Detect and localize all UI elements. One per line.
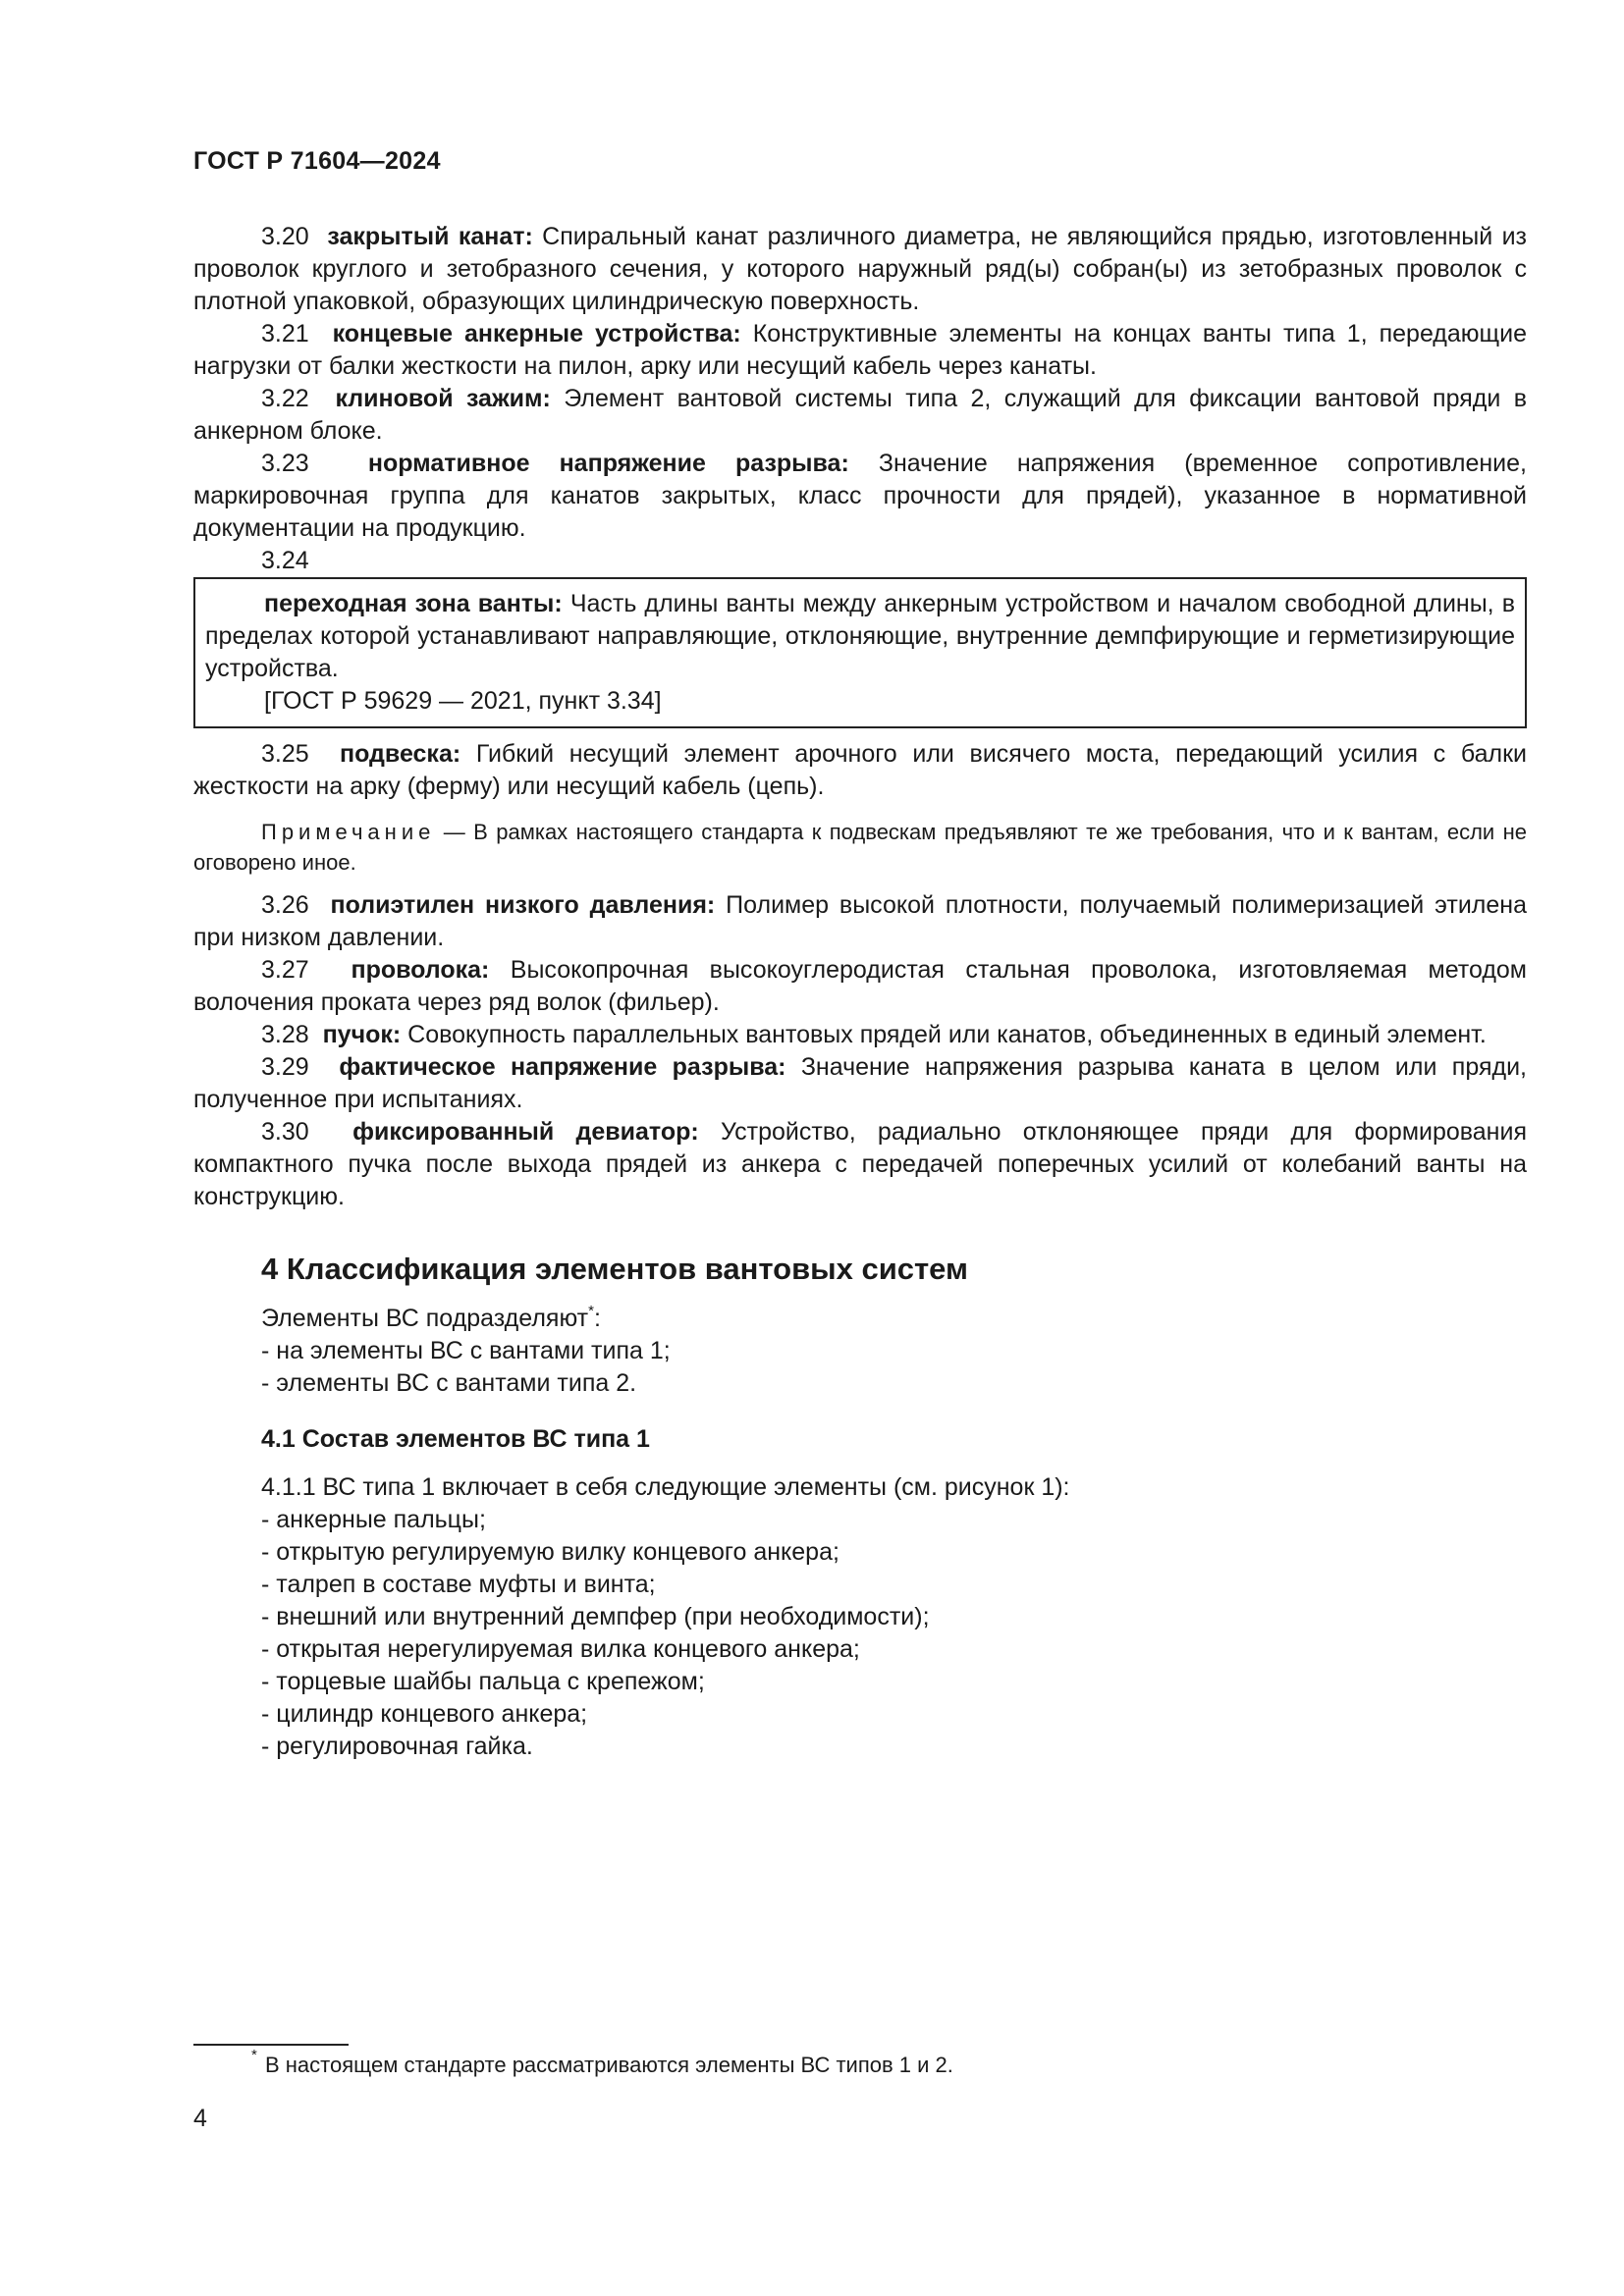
footnote-divider — [193, 2044, 349, 2046]
term-3-29: 3.29 фактическое напряжение разрыва: Значение напряжения разрыва каната в целом или пряди, полученное при испытаниях. — [193, 1053, 1527, 1113]
term-3-23: 3.23 нормативное напряжение разрыва: Значение напряжения (временное сопротивление, маркировочная группа для канатов закрытых, класс прочности для прядей), указанное в нормативной документации на продукцию. — [193, 450, 1527, 542]
page-number: 4 — [193, 2105, 207, 2132]
list-item: - внешний или внутренний демпфер (при необходимости); — [261, 1603, 930, 1630]
term-title: клиновой зажим: — [335, 385, 551, 412]
list-item: - торцевые шайбы пальца с крепежом; — [261, 1668, 705, 1695]
term-title: нормативное напряжение разрыва: — [367, 450, 849, 477]
document-body — [193, 221, 1527, 1763]
list-item: - анкерные пальцы; — [261, 1506, 486, 1533]
standard-code-header: ГОСТ Р 71604—2024 — [193, 147, 441, 175]
list-item: - на элементы ВС с вантами типа 1; — [261, 1337, 671, 1364]
term-3-26: 3.26 полиэтилен низкого давления: Полимер высокой плотности, получаемый полимеризацией этилена при низком давлении. — [193, 891, 1527, 951]
list-item: - цилиндр концевого анкера; — [261, 1700, 588, 1728]
term-3-27: 3.27 проволока: Высокопрочная высокоуглеродистая стальная проволока, изготовляемая методом волочения проката через ряд волок (фильер). — [193, 956, 1527, 1016]
term-3-24-number: 3.24 — [261, 547, 309, 574]
term-title: проволока: — [351, 956, 490, 984]
note — [193, 817, 1527, 878]
term-3-28: 3.28 пучок: Совокупность параллельных вантовых прядей или канатов, объединенных в единый элемент. — [261, 1021, 1487, 1048]
term-3-24: переходная зона ванты: Часть длины ванты между анкерным устройством и началом свободной длины, в пределах которой устанавливают направляющие, отклоняющие, внутренние демпфирующие и герметизирующие устройства. — [205, 590, 1515, 682]
term-title: подвеска: — [340, 740, 461, 768]
footnote: * В настоящем стандарте рассматриваются элементы ВС типов 1 и 2. — [251, 2047, 953, 2077]
list-item: - талреп в составе муфты и винта; — [261, 1571, 656, 1598]
term-3-30: 3.30 фиксированный девиатор: Устройство, радиально отклоняющее пряди для формирования компактного пучка после выхода прядей из анкера с передачей поперечных усилий от колебаний ванты на конструкцию. — [193, 1118, 1527, 1210]
footnote-text: В настоящем стандарте рассматриваются элементы ВС типов 1 и 2. — [265, 2053, 953, 2077]
note-label: Примечание — [261, 820, 436, 844]
term-3-21: 3.21 концевые анкерные устройства: Конструктивные элементы на концах ванты типа 1, передающие нагрузки от балки жесткости на пилон, арку или несущий кабель через канаты. — [193, 320, 1527, 380]
section-4-1-list — [193, 1504, 1527, 1763]
section-4-intro: Элементы ВС подразделяют*: — [261, 1303, 601, 1332]
term-source-reference: [ГОСТ Р 59629 — 2021, пункт 3.34] — [264, 687, 662, 715]
section-4-heading: 4 Классификация элементов вантовых систем — [261, 1252, 968, 1286]
term-title: полиэтилен низкого давления: — [330, 891, 716, 919]
list-item: - регулировочная гайка. — [261, 1733, 533, 1760]
term-title: переходная зона ванты: — [264, 590, 563, 617]
term-title: фиксированный девиатор: — [352, 1118, 699, 1146]
quoted-term-box — [193, 577, 1527, 728]
term-3-20: 3.20 закрытый канат: Спиральный канат различного диаметра, не являющийся прядью, изготовленный из проволок круглого и зетобразного сечения, у которого наружный ряд(ы) собран(ы) из зетобразных проволок с плотной упаковкой, образующих цилиндрическую поверхность. — [193, 223, 1527, 315]
list-item: - открытую регулируемую вилку концевого анкера; — [261, 1538, 839, 1566]
term-title: фактическое напряжение разрыва: — [339, 1053, 786, 1081]
section-4-1-heading: 4.1 Состав элементов ВС типа 1 — [261, 1425, 650, 1453]
list-item: - открытая нерегулируемая вилка концевого анкера; — [261, 1635, 860, 1663]
section-4-1-1-lead: 4.1.1 ВС типа 1 включает в себя следующие элементы (см. рисунок 1): — [261, 1473, 1070, 1501]
term-title: закрытый канат: — [327, 223, 533, 250]
footnote-marker: * — [588, 1303, 594, 1319]
note-text: — В рамках настоящего стандарта к подвескам предъявляют те же требования, что и к вантам, если не оговорено иное. — [193, 820, 1527, 875]
list-item: - элементы ВС с вантами типа 2. — [261, 1369, 637, 1397]
term-title: пучок: — [322, 1021, 402, 1048]
term-3-22: 3.22 клиновой зажим: Элемент вантовой системы типа 2, служащий для фиксации вантовой пряди в анкерном блоке. — [193, 385, 1527, 445]
term-3-25: 3.25 подвеска: Гибкий несущий элемент арочного или висячего моста, передающий усилия с балки жесткости на арку (ферму) или несущий кабель (цепь). — [193, 740, 1527, 800]
term-title: концевые анкерные устройства: — [332, 320, 741, 347]
section-4-list — [193, 1335, 1527, 1400]
